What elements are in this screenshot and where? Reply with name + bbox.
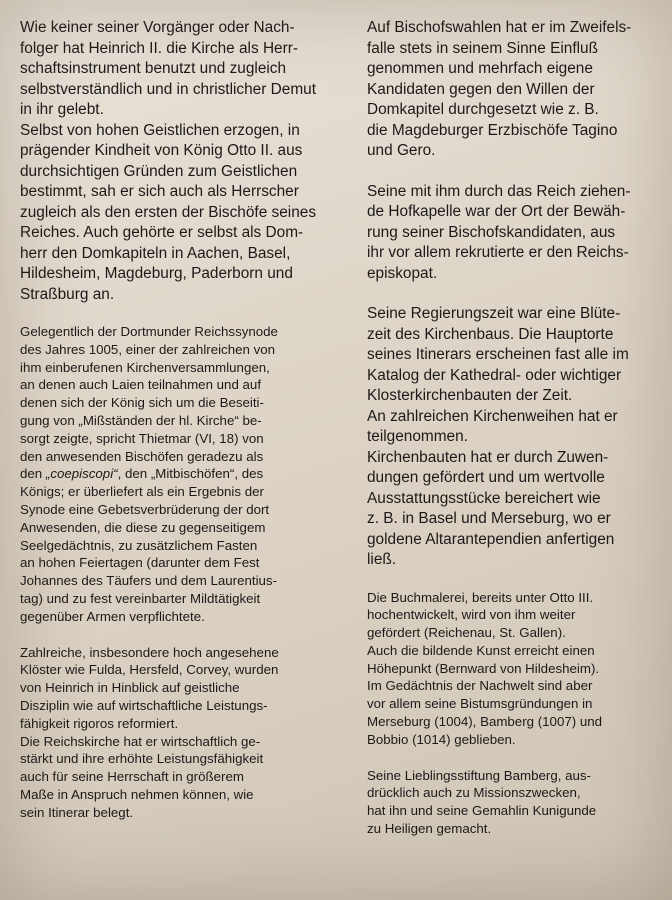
paragraph-church-building: Seine Regierungszeit war eine Blüte- zeit des Kirchenbaus. Die Hauptorte seines Itinerars erscheinen fast alle im Katalog der Kathedral- oder wichtiger Klosterkirchenbauten der Zeit. [367,305,629,404]
right-text-column [367,18,672,838]
paragraph-dortmund-synod [20,323,352,626]
left-text-column [20,18,352,822]
coepiscopi-term: „coepiscopi“ [45,466,118,482]
paragraph-upbringing-and-canonries: Selbst von hohen Geistlichen erzogen, in prägender Kindheit von König Otto II. aus durchsichtigen Gründen zum Geistlichen bestimmt, sah er sich auch als Herrscher zugleich als den ersten der Bischöfe seines Reiches. Auch gehörte er selbst als Dom- herr den Domkapiteln in Aachen, Basel, Hildesheim, Magdeburg, Paderborn und Straßburg an. [20,121,317,303]
paragraph-monastery-reform: Zahlreiche, insbesondere hoch angesehene Klöster wie Fulda, Hersfeld, Corvey, wurden von Heinrich in Hinblick auf geistliche Disziplin wie auf wirtschaftliche Leistungs- fähigkeit rigoros reformiert. [20,644,279,731]
paragraph-imperial-church: Die Reichskirche hat er wirtschaftlich ge- stärkt und ihre erhöhte Leistungsfähigkeit auch für seine Herrschaft in größerem Maße in Anspruch nehmen können, wie sein Itinerar belegt. [20,733,264,820]
paragraph-church-consecrations: An zahlreichen Kirchenweihen hat er teilgenommen. [367,407,618,445]
paragraph-bamberg-foundation: Seine Lieblingsstiftung Bamberg, aus- drücklich auch zu Missionszwecken, hat ihn und seine Gemahlin Kunigunde zu Heiligen gemacht. [367,767,597,837]
paragraph-church-as-instrument: Wie keiner seiner Vorgänger oder Nach- folger hat Heinrich II. die Kirche als Herr- schaftsinstrument benutzt und zugleich selbstverständlich und in christlicher Demut in ihr gelebt. [20,19,316,118]
paragraph-court-chapel: Seine mit ihm durch das Reich ziehen- de Hofkapelle war der Ort der Bewäh- rung seiner Bischofskandidaten, aus ihr vor allem rekrutierte er den Reichs- episkopat. [367,182,631,282]
paragraph-bishop-elections: Auf Bischofswahlen hat er im Zweifels- falle stets in seinem Sinne Einfluß genommen und mehrfach eigene Kandidaten gegen den Willen der Domkapitel durchgesetzt wie z. B. die Magdeburger Erzbischöfe Tagino und Gero. [367,19,632,159]
synod-text-part-1: Gelegentlich der Dortmunder Reichssynode des Jahres 1005, einer der zahlreichen von ihm einberufenen Kirchenversammlungen, an denen auch Laien teilnahmen und auf denen sich der König sich um die Beseiti- gung von „Mißständen der hl. Kirche“ be- sorgt zeigte, spricht Thietmar (VI, 18) von den anwesenden Bischöfen geradezu als den [20,324,278,482]
paragraph-donations: Kirchenbauten hat er durch Zuwen- dungen gefördert und um wertvolle Ausstattungsstücke bereichert wie z. B. in Basel und Merseburg, wo er goldene Altarantependien anfertigen ließ. [367,448,615,568]
synod-text-part-2: , den „Mitbischöfen“, des Königs; er überliefert als ein Ergebnis der Synode eine Gebetsverbrüderung der dort Anwesenden, die diese zu gegenseitigem Seelgedächtnis, zu zusätzlichem Fasten an hohen Feiertagen (darunter dem Fest Johannes des Täufers und dem Laurentius- tag) und zu fest vereinbarter Mildtätigkeit gegenüber Armen verpflichtete. [20,466,277,624]
paragraph-book-painting: Die Buchmalerei, bereits unter Otto III. hochentwickelt, wird von ihm weiter gefördert (Reichenau, St. Gallen). [367,589,594,641]
paragraph-bishopric-foundations: Im Gedächtnis der Nachwelt sind aber vor allem seine Bistumsgründungen in Merseburg (1004), Bamberg (1007) und Bobbio (1014) geblieben. [367,678,603,747]
paragraph-visual-arts: Auch die bildende Kunst erreicht einen Höhepunkt (Bernward von Hildesheim). [367,642,600,676]
